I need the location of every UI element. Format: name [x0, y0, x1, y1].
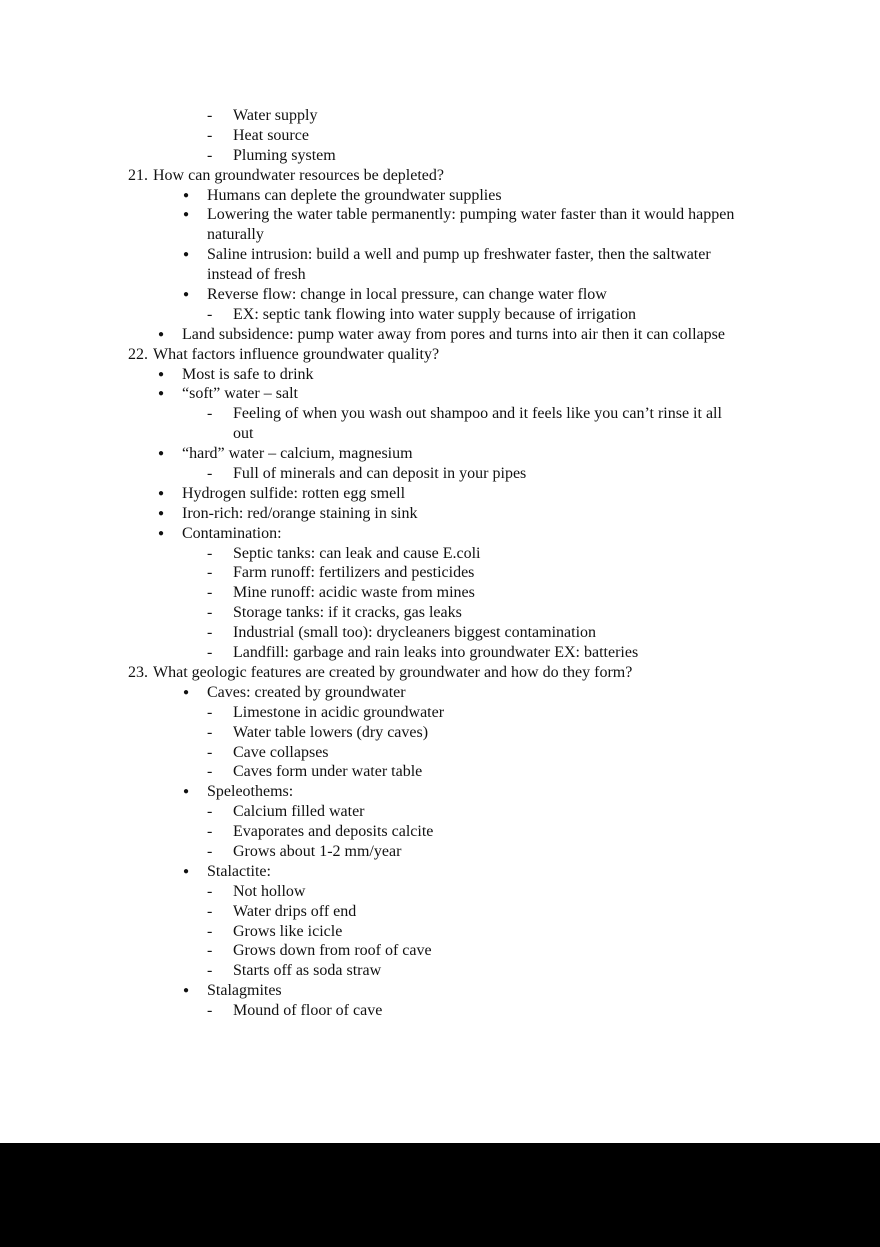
dash-marker: - [207, 942, 213, 960]
doc-line-text: Saline intrusion: build a well and pump up freshwater faster, then the saltwater [207, 246, 711, 264]
doc-line-text: Grows like icicle [233, 922, 343, 940]
doc-line-text: What factors influence groundwater quality? [153, 345, 440, 363]
doc-line [0, 782, 880, 802]
doc-line [0, 106, 880, 126]
dash-marker: - [207, 544, 213, 562]
doc-line [0, 563, 880, 583]
doc-line-text: What geologic features are created by groundwater and how do they form? [153, 663, 633, 681]
doc-line-text: Water drips off end [233, 902, 357, 920]
doc-line [0, 743, 880, 763]
dash-marker: - [207, 803, 213, 821]
doc-line [0, 365, 880, 385]
dash-marker: - [207, 604, 213, 622]
doc-line-text: Cave collapses [233, 743, 329, 761]
dash-marker: - [207, 107, 213, 124]
dash-marker: - [207, 305, 213, 323]
doc-line [0, 603, 880, 623]
doc-line [0, 404, 880, 424]
doc-line [0, 882, 880, 902]
bullet-marker: ● [158, 388, 165, 400]
dash-marker: - [207, 842, 213, 860]
doc-line-text: Mine runoff: acidic waste from mines [233, 584, 475, 602]
dash-marker: - [207, 465, 213, 483]
dash-marker: - [207, 743, 213, 761]
dash-marker: - [207, 962, 213, 980]
dash-marker: - [207, 644, 213, 662]
number-marker: 22. [128, 345, 148, 363]
doc-line [0, 424, 880, 444]
doc-line-text: Stalactite: [207, 862, 271, 880]
doc-line [0, 245, 880, 265]
doc-line-text: Grows down from roof of cave [233, 942, 432, 960]
doc-line [0, 205, 880, 225]
dash-marker: - [207, 703, 213, 721]
dash-marker: - [207, 902, 213, 920]
doc-line [0, 444, 880, 464]
doc-line-text: Starts off as soda straw [233, 962, 382, 980]
bullet-marker: ● [183, 189, 190, 201]
doc-line [0, 583, 880, 603]
doc-line-text: Iron-rich: red/orange staining in sink [182, 504, 418, 522]
bullet-marker: ● [158, 507, 165, 519]
doc-line-text: Lowering the water table permanently: pumping water faster than it would happen [207, 206, 735, 224]
bullet-marker: ● [183, 865, 190, 877]
document-body [0, 106, 880, 1021]
doc-line-text: Full of minerals and can deposit in your pipes [233, 465, 527, 483]
doc-line-text: Farm runoff: fertilizers and pesticides [233, 564, 475, 582]
doc-line-text: Hydrogen sulfide: rotten egg smell [182, 484, 406, 502]
bullet-marker: ● [158, 328, 165, 340]
dash-marker: - [207, 584, 213, 602]
doc-line-text: Water supply [233, 107, 318, 124]
bottom-letterbox [0, 1143, 880, 1247]
dash-marker: - [207, 882, 213, 900]
doc-line [0, 265, 880, 285]
doc-line-text: How can groundwater resources be depleted? [153, 166, 444, 184]
doc-line-text: Limestone in acidic groundwater [233, 703, 445, 721]
doc-line [0, 862, 880, 882]
doc-line [0, 325, 880, 345]
doc-line [0, 225, 880, 245]
doc-line [0, 285, 880, 305]
doc-line-text: naturally [207, 226, 264, 244]
doc-line [0, 762, 880, 782]
dash-marker: - [207, 763, 213, 781]
dash-marker: - [207, 126, 213, 144]
doc-line-text: Storage tanks: if it cracks, gas leaks [233, 604, 462, 622]
doc-line [0, 504, 880, 524]
doc-line-text: Land subsidence: pump water away from pores and turns into air then it can collapse [182, 325, 725, 343]
doc-line [0, 922, 880, 942]
bullet-marker: ● [183, 686, 190, 698]
number-marker: 23. [128, 663, 148, 681]
doc-line [0, 643, 880, 663]
doc-line-text: Not hollow [233, 882, 306, 900]
doc-line [0, 961, 880, 981]
bullet-marker: ● [183, 289, 190, 301]
doc-line-text: EX: septic tank flowing into water supply because of irrigation [233, 305, 637, 323]
doc-line-text: Speleothems: [207, 783, 294, 801]
doc-line-text: Mound of floor of cave [233, 1002, 383, 1020]
dash-marker: - [207, 823, 213, 841]
doc-line-text: Feeling of when you wash out shampoo and it feels like you can’t rinse it all [233, 405, 722, 423]
bullet-marker: ● [158, 448, 165, 460]
doc-line [0, 345, 880, 365]
doc-line [0, 981, 880, 1001]
bullet-marker: ● [183, 786, 190, 798]
doc-line [0, 842, 880, 862]
doc-line [0, 544, 880, 564]
dash-marker: - [207, 564, 213, 582]
doc-line [0, 126, 880, 146]
doc-line-text: “hard” water – calcium, magnesium [182, 445, 413, 463]
doc-line-text: Humans can deplete the groundwater supplies [207, 186, 502, 204]
dash-marker: - [207, 922, 213, 940]
doc-line-text: Caves form under water table [233, 763, 423, 781]
doc-line [0, 802, 880, 822]
doc-line [0, 186, 880, 206]
doc-line [0, 484, 880, 504]
doc-line [0, 623, 880, 643]
bullet-marker: ● [158, 527, 165, 539]
doc-line-text: Industrial (small too): drycleaners biggest contamination [233, 624, 597, 642]
doc-line-text: “soft” water – salt [182, 385, 298, 403]
bullet-marker: ● [183, 249, 190, 261]
dash-marker: - [207, 405, 213, 423]
doc-line-text: Grows about 1-2 mm/year [233, 842, 402, 860]
doc-line-text: Water table lowers (dry caves) [233, 723, 429, 741]
doc-line [0, 384, 880, 404]
doc-line [0, 703, 880, 723]
doc-line [0, 902, 880, 922]
doc-line [0, 1001, 880, 1021]
bullet-marker: ● [158, 487, 165, 499]
bullet-marker: ● [158, 368, 165, 380]
doc-line-text: Landfill: garbage and rain leaks into groundwater EX: batteries [233, 644, 639, 662]
doc-line-text: Calcium filled water [233, 803, 365, 821]
dash-marker: - [207, 1002, 213, 1020]
doc-line-text: Septic tanks: can leak and cause E.coli [233, 544, 481, 562]
dash-marker: - [207, 624, 213, 642]
doc-line [0, 683, 880, 703]
doc-line [0, 663, 880, 683]
doc-line-text: Pluming system [233, 146, 336, 164]
doc-line-text: Heat source [233, 126, 309, 144]
bullet-marker: ● [183, 985, 190, 997]
doc-line [0, 524, 880, 544]
doc-line-text: instead of fresh [207, 266, 306, 284]
doc-line-text: Evaporates and deposits calcite [233, 823, 434, 841]
doc-line-text: Stalagmites [207, 982, 282, 1000]
bullet-marker: ● [183, 209, 190, 221]
doc-line-text: Most is safe to drink [182, 365, 314, 383]
doc-line [0, 146, 880, 166]
doc-line-text: Caves: created by groundwater [207, 683, 406, 701]
doc-line [0, 822, 880, 842]
dash-marker: - [207, 146, 213, 164]
doc-line [0, 166, 880, 186]
number-marker: 21. [128, 166, 148, 184]
doc-line-text: out [233, 425, 254, 443]
doc-line-text: Contamination: [182, 524, 282, 542]
doc-line [0, 941, 880, 961]
dash-marker: - [207, 723, 213, 741]
doc-line-text: Reverse flow: change in local pressure, can change water flow [207, 286, 607, 304]
doc-line [0, 305, 880, 325]
doc-line [0, 464, 880, 484]
doc-line [0, 723, 880, 743]
